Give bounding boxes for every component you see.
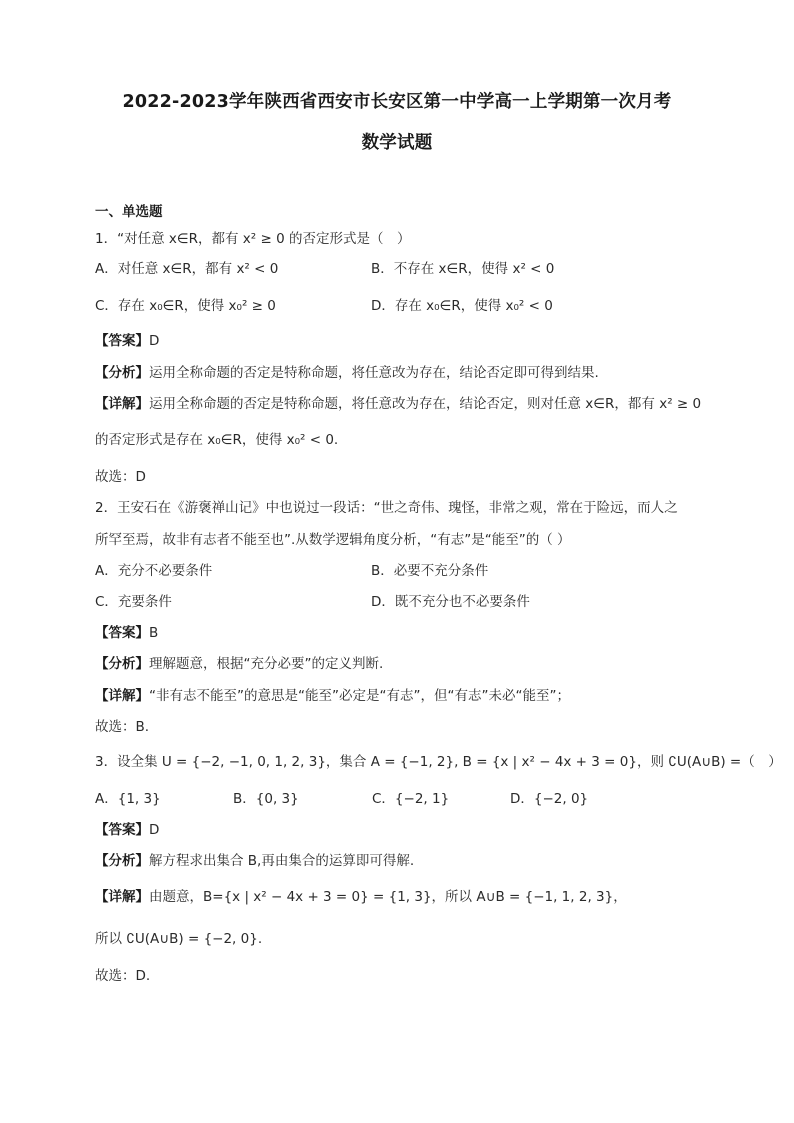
q2-analysis-row: [95, 654, 383, 674]
q1-option-b: B．不存在 x∈R，使得 x² < 0: [371, 261, 555, 277]
q2-option-d: D．既不充分也不必要条件: [371, 594, 530, 610]
q1-detail-line2: 的否定形式是存在 x₀∈R，使得 x₀² < 0.: [95, 432, 339, 448]
detail-tag: 【详解】: [95, 396, 149, 412]
q1-option-a: A．对任意 x∈R，都有 x² < 0: [95, 261, 279, 277]
q2-detail: “非有志不能至”的意思是“能至”必定是“有志”，但“有志”未必“能至”；: [149, 688, 570, 704]
answer-tag: 【答案】: [95, 333, 149, 349]
q1-option-c: C．存在 x₀∈R，使得 x₀² ≥ 0: [95, 298, 276, 314]
q3-option-c: C．{−2, 1}: [372, 791, 450, 807]
q3-answer-row: [95, 820, 159, 840]
q3-analysis-row: [95, 851, 414, 871]
q2-stem-line1: 2．王安石在《游褒禅山记》中也说过一段话：“世之奇伟、瑰怪，非常之观，常在于险远，而人之: [95, 500, 678, 516]
q1-detail-row: [95, 394, 701, 414]
analysis-tag: 【分析】: [95, 365, 149, 381]
answer-tag: 【答案】: [95, 822, 149, 838]
q1-analysis: 运用全称命题的否定是特称命题，将任意改为存在，结论否定即可得到结果.: [149, 365, 599, 381]
section-heading: 一、单选题: [95, 204, 163, 220]
q2-analysis: 理解题意，根据“充分必要”的定义判断.: [149, 656, 384, 672]
document-title: 2022-2023学年陕西省西安市长安区第一中学高一上学期第一次月考: [122, 92, 672, 112]
q1-conclusion: 故选：D: [95, 469, 146, 485]
q1-detail-line1: 运用全称命题的否定是特称命题，将任意改为存在，结论否定，则对任意 x∈R，都有 x² ≥ 0: [149, 396, 702, 412]
q3-option-a: A．{1, 3}: [95, 791, 161, 807]
q3-stem: 3．设全集 U = {−2, −1, 0, 1, 2, 3}，集合 A = {−1, 2}, B = {x | x² − 4x + 3 = 0}，则 ∁U(A∪B) =（ ）: [95, 754, 782, 770]
q1-answer-row: [95, 331, 159, 351]
q2-conclusion: 故选：B.: [95, 719, 150, 735]
q3-conclusion: 故选：D.: [95, 968, 151, 984]
document-subtitle: 数学试题: [361, 133, 433, 153]
q3-option-d: D．{−2, 0}: [510, 791, 589, 807]
q2-stem-line2: 所罕至焉，故非有志者不能至也”.从数学逻辑角度分析，“有志”是“能至”的（ ）: [95, 532, 571, 548]
answer-tag: 【答案】: [95, 625, 149, 641]
q2-answer-row: [95, 623, 158, 643]
q1-analysis-row: [95, 363, 599, 383]
q3-detail-row: [95, 887, 627, 907]
q1-stem: 1．“对任意 x∈R，都有 x² ≥ 0 的否定形式是（ ）: [95, 231, 411, 247]
q2-option-a: A．充分不必要条件: [95, 563, 213, 579]
q1-answer: D: [149, 333, 160, 349]
q3-detail-line1: 由题意，B={x | x² − 4x + 3 = 0} = {1, 3}，所以 A∪B = {−1, 1, 2, 3}，: [149, 889, 627, 905]
q2-option-c: C．充要条件: [95, 594, 172, 610]
q3-detail-line2: 所以 ∁U(A∪B) = {−2, 0}.: [95, 931, 263, 947]
q3-answer: D: [149, 822, 160, 838]
q2-detail-row: [95, 686, 570, 706]
detail-tag: 【详解】: [95, 688, 149, 704]
analysis-tag: 【分析】: [95, 656, 149, 672]
q3-option-b: B．{0, 3}: [233, 791, 299, 807]
q2-answer: B: [149, 625, 159, 641]
q3-analysis: 解方程求出集合 B,再由集合的运算即可得解.: [149, 853, 415, 869]
q2-option-b: B．必要不充分条件: [371, 563, 489, 579]
detail-tag: 【详解】: [95, 889, 149, 905]
analysis-tag: 【分析】: [95, 853, 149, 869]
q1-option-d: D．存在 x₀∈R，使得 x₀² < 0: [371, 298, 553, 314]
